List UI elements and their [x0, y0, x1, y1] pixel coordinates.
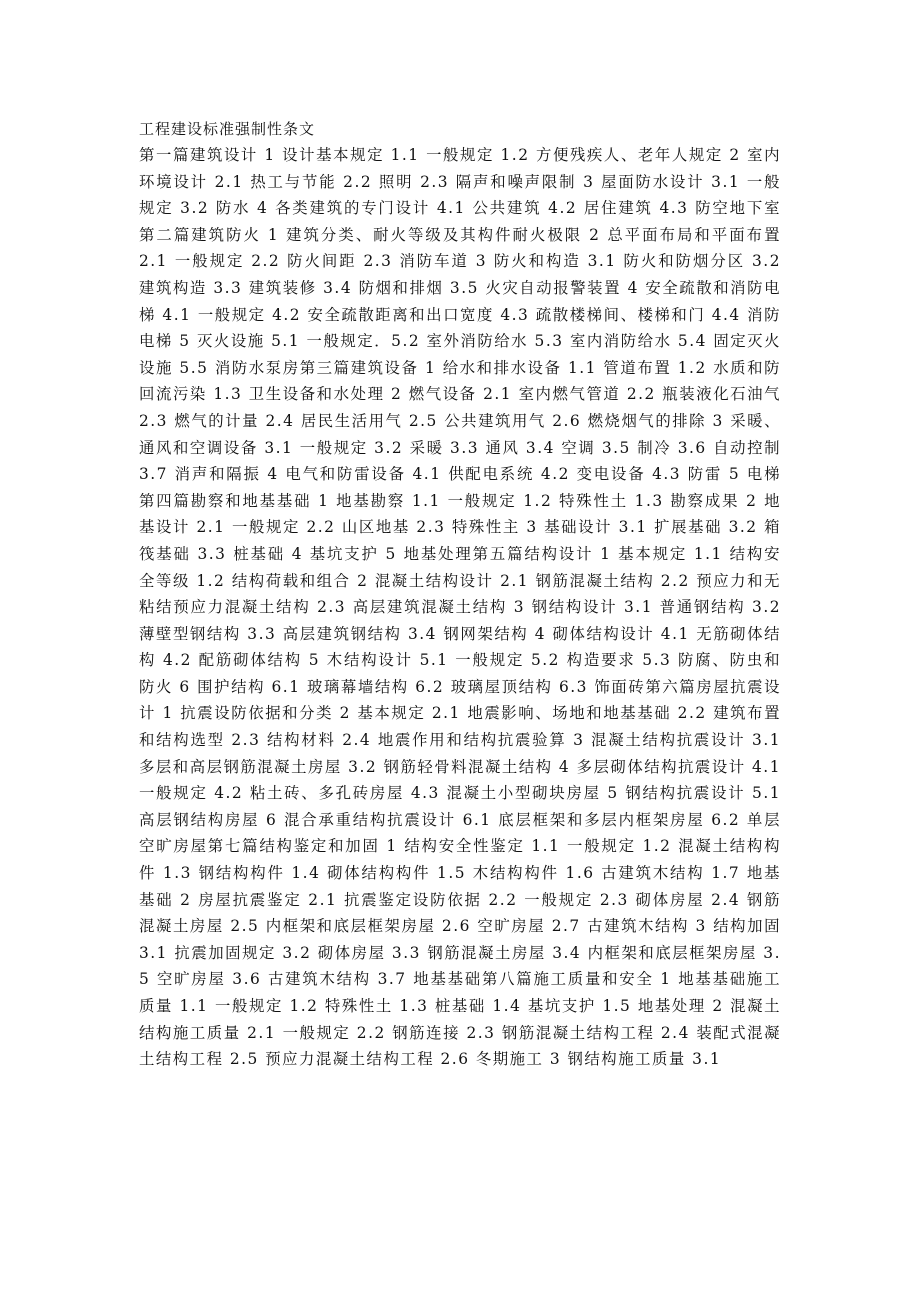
document-title: 工程建设标准强制性条文	[139, 120, 316, 138]
document-body-text: 第一篇建筑设计 1 设计基本规定 1.1 一般规定 1.2 方便残疾人、老年人规定 2 室内环境设计 2.1 热工与节能 2.2 照明 2.3 隔声和噪声限制 3 屋面防水设计 3.1 一般规定 3.2 防水 4 各类建筑的专门设计 4.1 公共建筑 4.2 居住建筑 4.3 防空地下室第二篇建筑防火 1 建筑分类、耐火等级及其构件耐火极限 2 总平面布局和平面布置 2.1 一般规定 2.2 防火间距 2.3 消防车道 3 防火和构造 3.1 防火和防烟分区 3.2 建筑构造 3.3 建筑装修 3.4 防烟和排烟 3.5 火灾自动报警装置 4 安全疏散和消防电梯 4.1 一般规定 4.2 安全疏散距离和出口宽度 4.3 疏散楼梯间、楼梯和门 4.4 消防电梯 5 灭火设施 5.1 一般规定．5.2 室外消防给水 5.3 室内消防给水 5.4 固定灭火设施 5.5 消防水泵房第三篇建筑设备 1 给水和排水设备 1.1 管道布置 1.2 水质和防回流污染 1.3 卫生设备和水处理 2 燃气设备 2.1 室内燃气管道 2.2 瓶装液化石油气 2.3 燃气的计量 2.4 居民生活用气 2.5 公共建筑用气 2.6 燃烧烟气的排除 3 采暖、通风和空调设备 3.1 一般规定 3.2 采暖 3.3 通风 3.4 空调 3.5 制冷 3.6 自动控制 3.7 消声和隔振 4 电气和防雷设备 4.1 供配电系统 4.2 变电设备 4.3 防雷 5 电梯第四篇勘察和地基基础 1 地基勘察 1.1 一般规定 1.2 特殊性土 1.3 勘察成果 2 地基设计 2.1 一般规定 2.2 山区地基 2.3 特殊性主 3 基础设计 3.1 扩展基础 3.2 箱筏基础 3.3 桩基础 4 基坑支护 5 地基处理第五篇结构设计 1 基本规定 1.1 结构安全等级 1.2 结构荷载和组合 2 混凝土结构设计 2.1 钢筋混凝土结构 2.2 预应力和无粘结预应力混凝土结构 2.3 高层建筑混凝土结构 3 钢结构设计 3.1 普通钢结构 3.2 薄壁型钢结构 3.3 高层建筑钢结构 3.4 钢网架结构 4 砌体结构设计 4.1 无筋砌体结构 4.2 配筋砌体结构 5 木结构设计 5.1 一般规定 5.2 构造要求 5.3 防腐、防虫和防火 6 围护结构 6.1 玻璃幕墙结构 6.2 玻璃屋顶结构 6.3 饰面砖第六篇房屋抗震设计 1 抗震设防依据和分类 2 基本规定 2.1 地震影响、场地和地基基础 2.2 建筑布置和结构选型 2.3 结构材料 2.4 地震作用和结构抗震验算 3 混凝土结构抗震设计 3.1 多层和高层钢筋混凝土房屋 3.2 钢筋轻骨料混凝土结构 4 多层砌体结构抗震设计 4.1 一般规定 4.2 粘土砖、多孔砖房屋 4.3 混凝土小型砌块房屋 5 钢结构抗震设计 5.1 高层钢结构房屋 6 混合承重结构抗震设计 6.1 底层框架和多层内框架房屋 6.2 单层空旷房屋第七篇结构鉴定和加固 1 结构安全性鉴定 1.1 一般规定 1.2 混凝土结构构件 1.3 钢结构构件 1.4 砌体结构构件 1.5 木结构构件 1.6 古建筑木结构 1.7 地基基础 2 房屋抗震鉴定 2.1 抗震鉴定设防依据 2.2 一般规定 2.3 砌体房屋 2.4 钢筋混凝土房屋 2.5 内框架和底层框架房屋 2.6 空旷房屋 2.7 古建筑木结构 3 结构加固 3.1 抗震加固规定 3.2 砌体房屋 3.3 钢筋混凝土房屋 3.4 内框架和底层框架房屋 3.5 空旷房屋 3.6 古建筑木结构 3.7 地基基础第八篇施工质量和安全 1 地基基础施工质量 1.1 一般规定 1.2 特殊性土 1.3 桩基础 1.4 基坑支护 1.5 地基处理 2 混凝土结构施工质量 2.1 一般规定 2.2 钢筋连接 2.3 钢筋混凝土结构工程 2.4 装配式混凝土结构工程 2.5 预应力混凝土结构工程 2.6 冬期施工 3 钢结构施工质量 3.1	[139, 146, 781, 1069]
